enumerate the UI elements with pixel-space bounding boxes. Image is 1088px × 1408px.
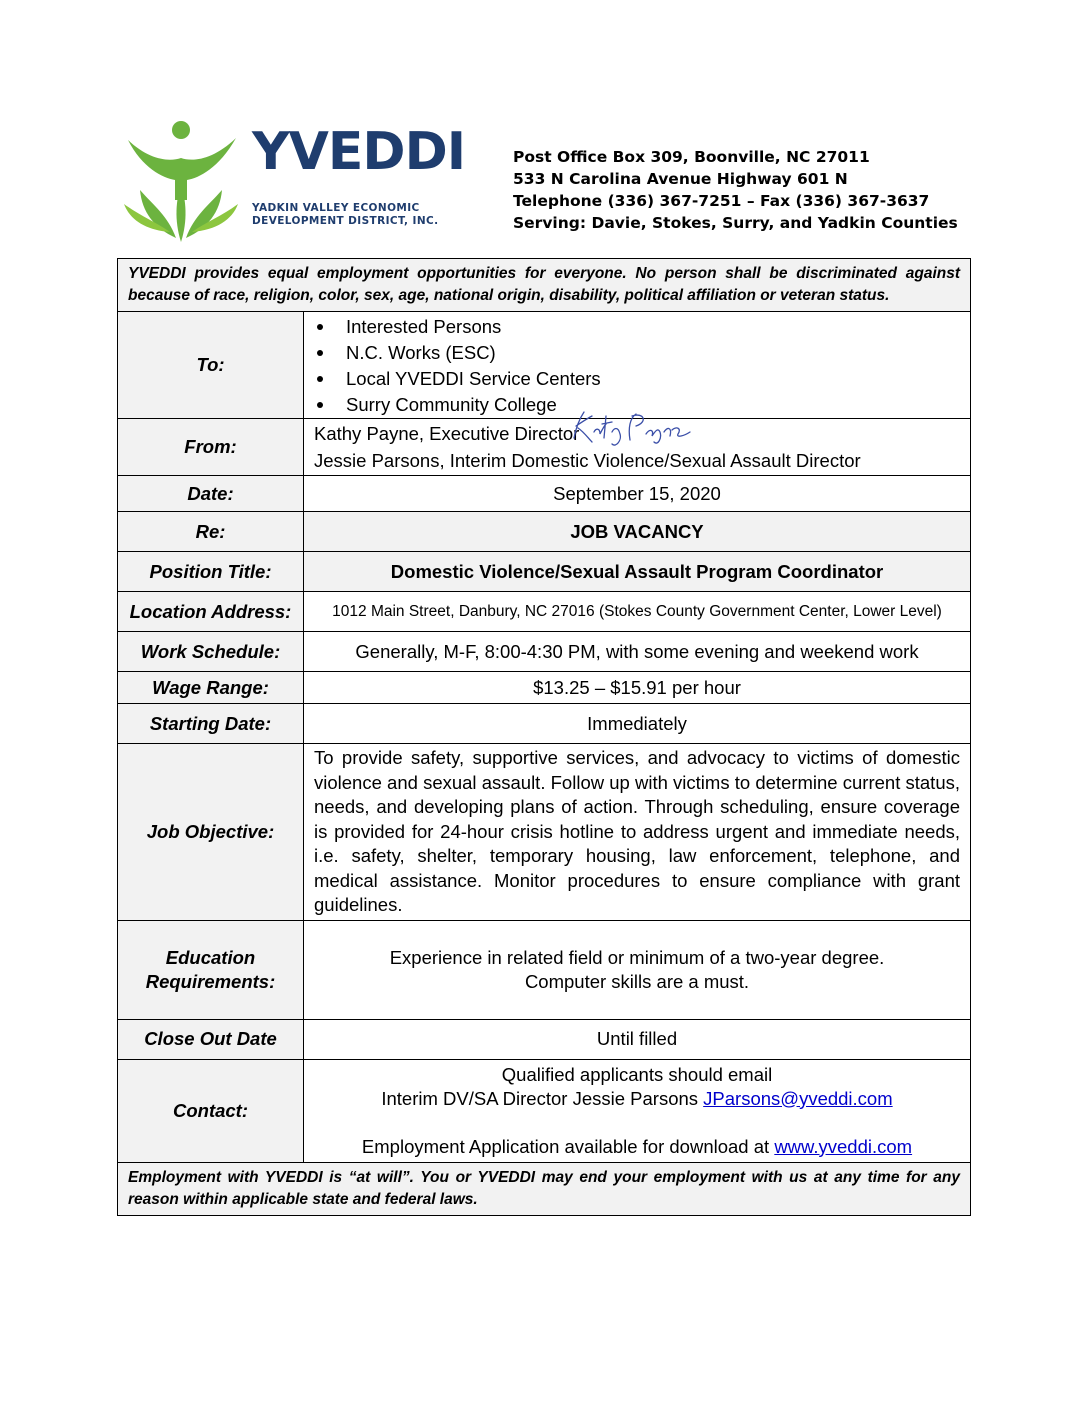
recipient-item: Interested Persons (314, 314, 970, 340)
yveddi-logo (124, 120, 466, 242)
position-title-value: Domestic Violence/Sexual Assault Program Coordinator (304, 552, 971, 592)
contact-value (304, 1059, 971, 1162)
re-value: JOB VACANCY (304, 512, 971, 552)
to-recipients (304, 312, 971, 419)
logo-tagline-line-1: YADKIN VALLEY ECONOMIC (252, 202, 420, 214)
job-vacancy-table (117, 258, 971, 1216)
wage-range-value: $13.25 – $15.91 per hour (304, 672, 971, 704)
location-address-value: 1012 Main Street, Danbury, NC 27016 (Stokes County Government Center, Lower Level) (304, 592, 971, 632)
education-label-line-2: Requirements: (145, 970, 276, 992)
contact-line-1: Qualified applicants should email (501, 1063, 773, 1085)
phone-line: Telephone (336) 367-7251 – Fax (336) 367-3637 (513, 192, 930, 210)
starting-date-value: Immediately (304, 704, 971, 744)
logo-name: YVEDDI (252, 122, 466, 182)
starting-date-label: Starting Date: (118, 704, 304, 744)
recipient-item: Local YVEDDI Service Centers (314, 366, 970, 392)
logo-tagline (252, 202, 439, 228)
work-schedule-value: Generally, M-F, 8:00-4:30 PM, with some evening and weekend work (304, 632, 971, 672)
contact-label: Contact: (118, 1059, 304, 1162)
close-out-date-label: Close Out Date (118, 1019, 304, 1059)
re-label: Re: (118, 512, 304, 552)
address-line: 533 N Carolina Avenue Highway 601 N (513, 170, 848, 188)
from-label: From: (118, 419, 304, 476)
kathy-payne-signature (566, 408, 691, 450)
service-area-line: Serving: Davie, Stokes, Surry, and Yadkin Counties (513, 214, 958, 232)
application-note: Employment Application available for download at (361, 1135, 775, 1157)
email-link[interactable]: JParsons@yveddi.com (703, 1087, 893, 1109)
contact-director: Interim DV/SA Director Jessie Parsons (381, 1087, 704, 1109)
website-link[interactable]: www.yveddi.com (774, 1135, 913, 1157)
yveddi-figure-logo-icon (124, 120, 248, 242)
equal-opportunity-statement: YVEDDI provides equal employment opportunities for everyone. No person shall be discriminated against because of race, religion, color, sex, age, national origin, disability, political affiliation or veteran status. (118, 259, 971, 312)
education-label (118, 920, 304, 1019)
date-label: Date: (118, 476, 304, 512)
address-line: Post Office Box 309, Boonville, NC 27011 (513, 148, 870, 166)
work-schedule-label: Work Schedule: (118, 632, 304, 672)
recipient-item: Surry Community College (314, 392, 970, 418)
to-label: To: (118, 312, 304, 419)
recipient-item: N.C. Works (ESC) (314, 340, 970, 366)
job-objective-value: To provide safety, supportive services, and advocacy to victims of domestic violence and sexual assault. Follow up with victims to determine current status, needs, and developing plans of action. Through scheduling, ensure coverage is provided for 24-hour crisis hotline to address urgent and immediate needs, i.e. safety, shelter, temporary housing, law enforcement, telephone, and medical assistance. Monitor procedures to ensure compliance with grant guidelines. (304, 744, 971, 921)
education-line-1: Experience in related field or minimum of a two-year degree. (389, 946, 885, 968)
at-will-statement: Employment with YVEDDI is “at will”. You or YVEDDI may end your employment with us at any time for any reason within applicable state and federal laws. (118, 1162, 971, 1215)
contact-line-2 (304, 1087, 970, 1111)
contact-line-3 (304, 1135, 970, 1159)
education-line-2: Computer skills are a must. (524, 970, 750, 992)
date-value: September 15, 2020 (304, 476, 971, 512)
position-title-label: Position Title: (118, 552, 304, 592)
education-value (304, 920, 971, 1019)
from-sender-2: Jessie Parsons, Interim Domestic Violence/Sexual Assault Director (314, 450, 861, 471)
close-out-date-value: Until filled (304, 1019, 971, 1059)
logo-tagline-line-2: DEVELOPMENT DISTRICT, INC. (252, 215, 439, 227)
location-address-label: Location Address: (118, 592, 304, 632)
education-label-line-1: Education (165, 946, 256, 968)
organization-address (513, 146, 958, 234)
contact-spacer (304, 1111, 970, 1135)
wage-range-label: Wage Range: (118, 672, 304, 704)
job-objective-label: Job Objective: (118, 744, 304, 921)
from-sender-1: Kathy Payne, Executive Director (314, 423, 580, 444)
